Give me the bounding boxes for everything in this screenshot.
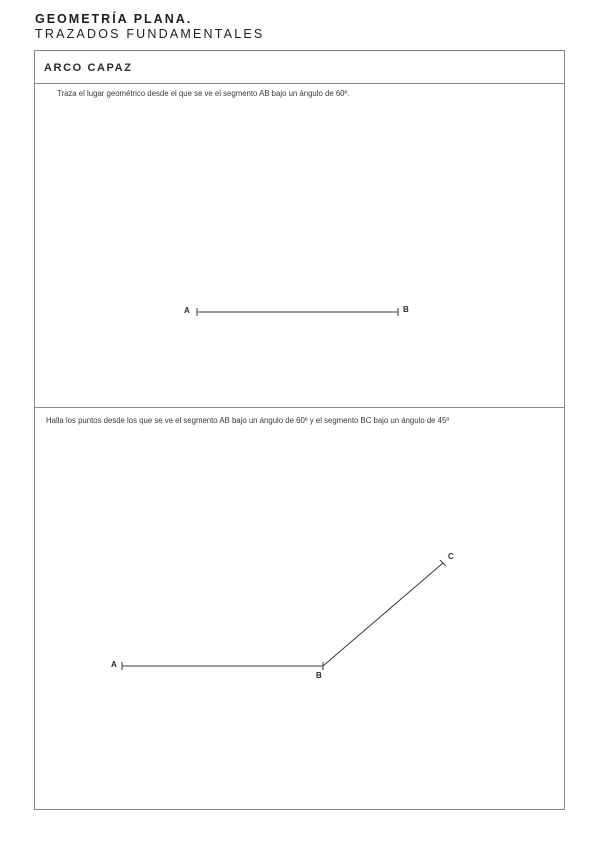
- page-title-line1: GEOMETRÍA PLANA.: [35, 12, 193, 26]
- exercise1-statement: Traza el lugar geométrico desde el que se ve el segmento AB bajo un ángulo de 60º.: [57, 89, 350, 98]
- label-a-ex1: A: [184, 306, 190, 315]
- segment-bc-ex2: [323, 563, 443, 666]
- exercise2-figure: [111, 552, 454, 680]
- exercise1-figure: [184, 305, 409, 316]
- page-header: [35, 12, 264, 42]
- exercise2-statement: Halla los puntos desde los que se ve el segmento AB bajo un ángulo de 60º y el segmento BC bajo un ángulo de 45º: [46, 416, 450, 425]
- label-b-ex2: B: [316, 671, 322, 680]
- label-c-ex2: C: [448, 552, 454, 561]
- worksheet-frame: [34, 50, 565, 810]
- label-b-ex1: B: [403, 305, 409, 314]
- section-title: ARCO CAPAZ: [44, 62, 133, 74]
- page-title-line2: TRAZADOS FUNDAMENTALES: [35, 27, 265, 41]
- label-a-ex2: A: [111, 660, 117, 669]
- drawing-canvas: [35, 51, 566, 811]
